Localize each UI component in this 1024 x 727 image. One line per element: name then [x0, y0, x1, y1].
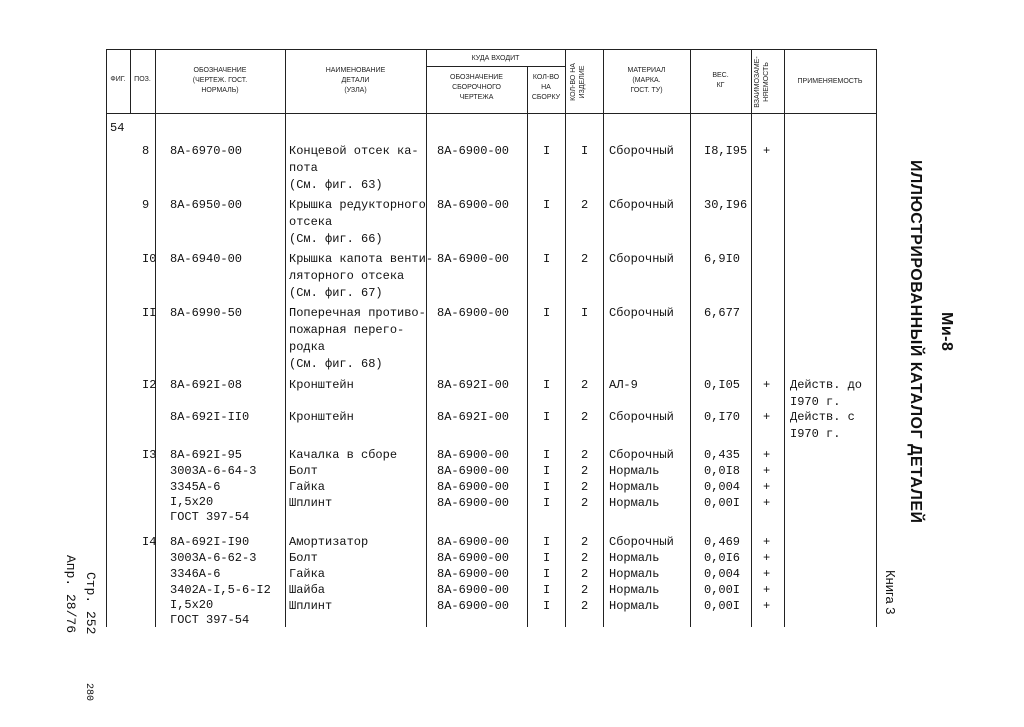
row-weight: 0,0I8 [704, 464, 741, 478]
row-assembly-drawing: 8А-6900-00 [437, 464, 510, 478]
header-assembly-designation: ОБОЗНАЧЕНИЕ СБОРОЧНОГО ЧЕРТЕЖА [450, 74, 503, 101]
row-qty-product: 2 [581, 535, 589, 549]
page-number: Стр. 252 [83, 572, 98, 635]
row-qty-product: I [581, 144, 589, 158]
row-qty-assembly: I [543, 535, 551, 549]
row-designation: I,5х20 ГОСТ 397-54 [170, 598, 250, 627]
row-qty-assembly: I [543, 198, 551, 212]
row-qty-product: 2 [581, 567, 589, 581]
row-designation: 8А-692I-95 [170, 448, 243, 462]
row-material: АЛ-9 [609, 378, 638, 392]
header-designation: ОБОЗНАЧЕНИЕ (ЧЕРТЕЖ. ГОСТ. НОРМАЛЬ) [192, 67, 248, 94]
row-material: Сборочный [609, 448, 674, 462]
header-qty-assembly: КОЛ-ВО НА СБОРКУ [531, 74, 561, 101]
row-assembly-drawing: 8А-6900-00 [437, 583, 510, 597]
row-material: Сборочный [609, 252, 674, 266]
header-fig: ФИГ. [110, 76, 126, 83]
row-assembly-drawing: 8А-6900-00 [437, 480, 510, 494]
row-position: I3 [142, 448, 157, 462]
row-material: Нормаль [609, 551, 660, 565]
row-qty-assembly: I [543, 464, 551, 478]
row-part-name: Поперечная противо- пожарная перего- родка (См. фиг. 68) [289, 306, 426, 371]
row-assembly-drawing: 8А-6900-00 [437, 144, 510, 158]
row-applicability: Действ. до I970 г. [790, 378, 863, 409]
row-assembly-drawing: 8А-6900-00 [437, 252, 510, 266]
row-part-name: Гайка [289, 567, 326, 581]
row-part-name: Крышка капота венти- ляторного отсека (См. фиг. 67) [289, 252, 434, 300]
row-interchangeability: + [763, 464, 771, 478]
row-designation: 3346А-6 [170, 567, 221, 581]
row-interchangeability: + [763, 535, 771, 549]
header-pos: ПОЗ. [134, 76, 151, 83]
row-interchangeability: + [763, 410, 771, 424]
row-qty-product: 2 [581, 583, 589, 597]
row-material: Нормаль [609, 583, 660, 597]
row-interchangeability: + [763, 448, 771, 462]
row-qty-assembly: I [543, 144, 551, 158]
row-weight: 0,0I6 [704, 551, 741, 565]
row-qty-product: 2 [581, 551, 589, 565]
row-part-name: Болт [289, 551, 318, 565]
row-interchangeability: + [763, 583, 771, 597]
row-designation: 3345А-6 [170, 480, 221, 494]
row-qty-product: 2 [581, 410, 589, 424]
catalog-title: ИЛЛЮСТРИРОВАННЫЙ КАТАЛОГ ДЕТАЛЕЙ [907, 160, 924, 524]
row-material: Сборочный [609, 144, 674, 158]
row-weight: 0,00I [704, 583, 741, 597]
row-part-name: Кронштейн [289, 378, 354, 392]
row-qty-assembly: I [543, 496, 551, 510]
book-number: Книга 3 [883, 570, 898, 615]
row-weight: 0,004 [704, 480, 741, 494]
row-designation: 8А-6940-00 [170, 252, 243, 266]
row-material: Нормаль [609, 464, 660, 478]
row-assembly-drawing: 8А-6900-00 [437, 567, 510, 581]
row-qty-product: 2 [581, 599, 589, 613]
header-material: МАТЕРИАЛ (МАРКА. ГОСТ. ТУ) [627, 67, 666, 94]
row-designation: 8А-6970-00 [170, 144, 243, 158]
row-weight: 0,I05 [704, 378, 741, 392]
sheet-number: 280 [83, 683, 94, 702]
row-qty-assembly: I [543, 551, 551, 565]
row-position: 9 [142, 198, 150, 212]
row-qty-product: 2 [581, 496, 589, 510]
row-assembly-drawing: 8А-692I-00 [437, 378, 510, 392]
row-interchangeability: + [763, 480, 771, 494]
row-material: Сборочный [609, 306, 674, 320]
row-qty-assembly: I [543, 599, 551, 613]
row-qty-assembly: I [543, 448, 551, 462]
row-part-name: Болт [289, 464, 318, 478]
row-material: Нормаль [609, 496, 660, 510]
row-assembly-drawing: 8А-6900-00 [437, 551, 510, 565]
row-designation: 3003А-6-64-3 [170, 464, 257, 478]
row-weight: 6,677 [704, 306, 741, 320]
row-part-name: Крышка редукторного отсека (См. фиг. 66) [289, 198, 426, 246]
row-qty-assembly: I [543, 252, 551, 266]
aircraft-model: Ми-8 [938, 312, 955, 352]
figure-number: 54 [110, 121, 125, 135]
row-qty-assembly: I [543, 410, 551, 424]
revision-date: Апр. 28/76 [63, 555, 78, 634]
row-qty-product: 2 [581, 464, 589, 478]
row-weight: 6,9I0 [704, 252, 741, 266]
row-designation: 8А-692I-II0 [170, 410, 250, 424]
row-position: II [142, 306, 157, 320]
row-material: Сборочный [609, 535, 674, 549]
row-position: I2 [142, 378, 157, 392]
row-designation: 8А-6990-50 [170, 306, 243, 320]
header-name: НАИМЕНОВАНИЕ ДЕТАЛИ (УЗЛА) [325, 67, 386, 94]
row-material: Сборочный [609, 198, 674, 212]
row-interchangeability: + [763, 378, 771, 392]
row-interchangeability: + [763, 567, 771, 581]
row-position: I4 [142, 535, 157, 549]
row-qty-product: 2 [581, 448, 589, 462]
row-weight: 0,00I [704, 599, 741, 613]
row-part-name: Шайба [289, 583, 326, 597]
row-material: Нормаль [609, 599, 660, 613]
row-material: Нормаль [609, 567, 660, 581]
row-designation: 3003А-6-62-3 [170, 551, 257, 565]
row-qty-product: 2 [581, 252, 589, 266]
row-assembly-drawing: 8А-6900-00 [437, 448, 510, 462]
row-weight: 30,I96 [704, 198, 748, 212]
header-weight: ВЕС. КГ [712, 72, 729, 89]
row-weight: 0,I70 [704, 410, 741, 424]
row-weight: 0,435 [704, 448, 741, 462]
row-qty-assembly: I [543, 480, 551, 494]
row-part-name: Гайка [289, 480, 326, 494]
row-qty-product: 2 [581, 198, 589, 212]
row-designation: I,5х20 ГОСТ 397-54 [170, 495, 250, 524]
row-weight: I8,I95 [704, 144, 748, 158]
row-assembly-drawing: 8А-6900-00 [437, 306, 510, 320]
header-interchangeability: ВЗАИМОЗАМЕ- НЯЕМОСТЬ [754, 56, 770, 108]
row-material: Нормаль [609, 480, 660, 494]
row-part-name: Качалка в сборе [289, 448, 398, 462]
row-weight: 0,469 [704, 535, 741, 549]
row-part-name: Концевой отсек ка- пота (См. фиг. 63) [289, 144, 419, 192]
row-part-name: Кронштейн [289, 410, 354, 424]
row-assembly-drawing: 8А-6900-00 [437, 599, 510, 613]
row-weight: 0,00I [704, 496, 741, 510]
row-part-name: Шплинт [289, 496, 333, 510]
row-designation: 8А-692I-08 [170, 378, 243, 392]
row-qty-product: 2 [581, 378, 589, 392]
row-interchangeability: + [763, 599, 771, 613]
row-applicability: Действ. с I970 г. [790, 410, 855, 441]
row-assembly-drawing: 8А-692I-00 [437, 410, 510, 424]
row-interchangeability: + [763, 496, 771, 510]
row-part-name: Шплинт [289, 599, 333, 613]
row-qty-product: I [581, 306, 589, 320]
row-interchangeability: + [763, 144, 771, 158]
row-assembly-drawing: 8А-6900-00 [437, 535, 510, 549]
row-position: 8 [142, 144, 150, 158]
row-part-name: Амортизатор [289, 535, 369, 549]
row-assembly-drawing: 8А-6900-00 [437, 496, 510, 510]
row-qty-product: 2 [581, 480, 589, 494]
header-where-used: КУДА ВХОДИТ [471, 55, 520, 62]
row-weight: 0,004 [704, 567, 741, 581]
header-qty-product: КОЛ-ВО НА ИЗДЕЛИЕ [570, 63, 586, 101]
row-qty-assembly: I [543, 378, 551, 392]
row-position: I0 [142, 252, 157, 266]
row-interchangeability: + [763, 551, 771, 565]
row-designation: 3402А-I,5-6-I2 [170, 583, 271, 597]
header-applicability: ПРИМЕНЯЕМОСТЬ [797, 78, 863, 85]
row-designation: 8А-692I-I90 [170, 535, 250, 549]
row-qty-assembly: I [543, 583, 551, 597]
row-qty-assembly: I [543, 567, 551, 581]
row-material: Сборочный [609, 410, 674, 424]
row-assembly-drawing: 8А-6900-00 [437, 198, 510, 212]
row-qty-assembly: I [543, 306, 551, 320]
row-designation: 8А-6950-00 [170, 198, 243, 212]
